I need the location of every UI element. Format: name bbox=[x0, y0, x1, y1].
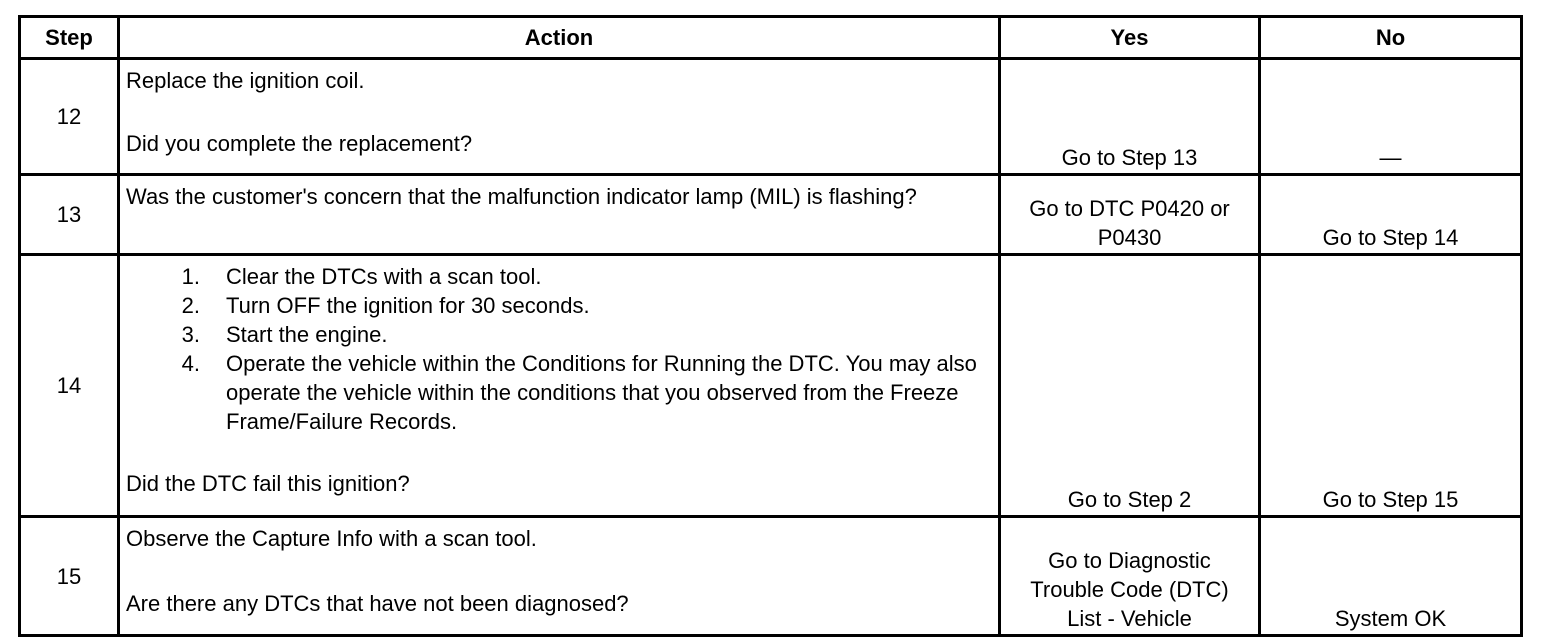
action-cell bbox=[119, 517, 1000, 636]
yes-result: Go to Step 13 bbox=[1000, 59, 1260, 175]
table-row bbox=[20, 59, 1522, 175]
no-result: Go to Step 14 bbox=[1260, 175, 1522, 255]
list-item: 3. Start the engine. bbox=[181, 322, 388, 347]
action-text: Observe the Capture Info with a scan tool. bbox=[126, 526, 537, 551]
table-row bbox=[20, 175, 1522, 255]
action-question: Did you complete the replacement? bbox=[126, 131, 473, 156]
step-number: 15 bbox=[20, 517, 119, 636]
no-result: Go to Step 15 bbox=[1260, 255, 1522, 517]
list-item: 4. Operate the vehicle within the Conditions for Running the DTC. You may also operate the vehicle within the conditions that you observed from the Freeze Frame/Failure Records. bbox=[181, 351, 977, 434]
list-item: 1. Clear the DTCs with a scan tool. bbox=[181, 264, 542, 289]
header-step: Step bbox=[20, 17, 119, 59]
action-step-list bbox=[126, 262, 992, 436]
yes-result: Go to DTC P0420 or P0430 bbox=[1000, 175, 1260, 255]
header-yes: Yes bbox=[1000, 17, 1260, 59]
header-action: Action bbox=[119, 17, 1000, 59]
table-row bbox=[20, 517, 1522, 636]
action-text: Replace the ignition coil. bbox=[126, 68, 365, 93]
no-result: System OK bbox=[1260, 517, 1522, 636]
yes-result: Go to Step 2 bbox=[1000, 255, 1260, 517]
header-row bbox=[20, 17, 1522, 59]
action-question: Did the DTC fail this ignition? bbox=[126, 471, 410, 496]
yes-result: Go to Diagnostic Trouble Code (DTC) List - Vehicle bbox=[1000, 517, 1260, 636]
action-cell bbox=[119, 59, 1000, 175]
action-question: Are there any DTCs that have not been diagnosed? bbox=[126, 591, 629, 616]
step-number: 14 bbox=[20, 255, 119, 517]
action-cell bbox=[119, 255, 1000, 517]
header-no: No bbox=[1260, 17, 1522, 59]
action-question: Was the customer's concern that the malfunction indicator lamp (MIL) is flashing? bbox=[126, 184, 917, 209]
step-number: 12 bbox=[20, 59, 119, 175]
no-result: — bbox=[1260, 59, 1522, 175]
list-item: 2. Turn OFF the ignition for 30 seconds. bbox=[181, 293, 590, 318]
diagnostic-table bbox=[18, 15, 1523, 637]
action-cell bbox=[119, 175, 1000, 255]
table-row bbox=[20, 255, 1522, 517]
step-number: 13 bbox=[20, 175, 119, 255]
